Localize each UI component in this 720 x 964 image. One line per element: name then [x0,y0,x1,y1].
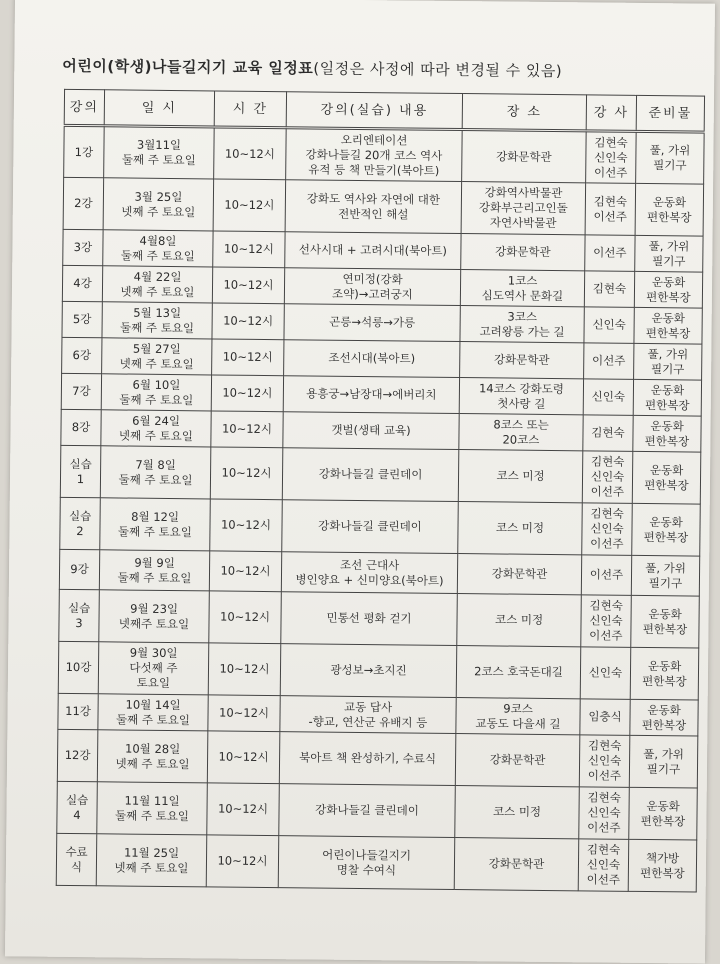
cell-lesson: 8강 [61,409,101,445]
cell-prep: 풀, 가위 필기구 [635,235,703,272]
cell-lesson: 9강 [59,549,99,589]
cell-place: 코스 미정 [458,450,583,503]
cell-content: 강화나들길 클린데이 [282,448,459,502]
cell-content: 북아트 책 완성하기, 수료식 [279,732,456,786]
cell-lesson: 4강 [62,265,102,301]
cell-prep: 책가방 편한복장 [628,839,697,892]
cell-prep: 풀, 가위 필기구 [634,343,702,380]
cell-lesson: 10강 [58,641,99,693]
header-teacher: 강 사 [586,95,636,132]
table-row [63,177,704,236]
cell-prep: 운동화 편한복장 [632,451,701,504]
cell-time: 10~12시 [209,551,281,592]
cell-time: 10~12시 [209,591,282,644]
cell-teacher: 김현숙 [584,271,634,308]
cell-lesson: 5강 [62,301,102,337]
cell-content: 민통선 평화 걷기 [281,592,458,646]
cell-content: 오리엔테이션 강화나들길 20개 코스 역사 유적 등 책 만들기(북아트) [286,128,463,182]
cell-date: 10월 28일 넷째 주 토요일 [97,730,208,783]
schedule-table [56,89,705,893]
cell-date: 9월 9일 둘째 주 토요일 [99,550,209,591]
cell-date: 8월 12일 둘째 주 토요일 [100,498,211,551]
cell-place: 1코스 심도역사 문화길 [460,270,584,307]
cell-date: 3월 25일 넷째 주 토요일 [103,178,214,231]
cell-content: 강화나들길 클린데이 [282,500,459,554]
table-row [59,549,699,596]
table-row [64,125,705,184]
cell-place: 강화문학관 [457,554,581,595]
cell-teacher: 김현숙 신인숙 이선주 [578,839,629,892]
table-row [57,729,698,788]
cell-date: 9월 23일 넷째주 토요일 [99,590,210,643]
cell-place: 강화문학관 [454,838,579,891]
cell-teacher: 김현숙 신인숙 이선주 [582,503,633,556]
cell-date: 10월 14일 둘째 주 토요일 [98,694,208,731]
cell-date: 6월 24일 넷째 주 토요일 [101,410,211,447]
cell-lesson: 6강 [62,337,102,373]
cell-prep: 풀, 가위 필기구 [636,131,705,184]
cell-time: 10~12시 [213,179,286,232]
cell-prep: 운동화 편한복장 [633,379,701,416]
cell-content: 강화도 역사와 자연에 대한 전반적인 해설 [285,180,462,234]
cell-place: 강화문학관 [461,234,585,271]
document-title [62,55,562,81]
cell-lesson: 7강 [61,373,101,409]
header-content: 강의(실습) 내용 [286,92,462,130]
cell-date: 4월8일 둘째 주 토요일 [103,230,213,267]
cell-place: 3코스 고려왕릉 가는 길 [460,306,584,343]
table-row [59,589,700,648]
cell-lesson: 수료 식 [56,833,97,885]
cell-date: 4월 22일 넷째 주 토요일 [102,266,212,303]
cell-prep: 운동화 편한복장 [630,647,699,700]
cell-date: 6월 10일 둘째 주 토요일 [101,374,211,411]
cell-teacher: 김현숙 신인숙 이선주 [582,451,633,504]
cell-lesson: 실습 4 [57,781,98,833]
cell-teacher: 신인숙 [583,379,633,416]
cell-content: 선사시대 + 고려시대(북아트) [285,232,461,270]
cell-time: 10~12시 [212,303,284,340]
cell-content: 조선시대(북아트) [284,340,460,378]
cell-content: 조선 근대사 병인양요 + 신미양요(북아트) [281,552,457,594]
cell-content: 갯벌(생태 교육) [283,412,459,450]
title-main: 어린이(학생)나들길지기 교육 일정표 [62,56,314,78]
cell-place: 9코스 교동도 다을새 길 [456,698,580,735]
header-lesson: 강의 [64,89,104,125]
cell-prep: 운동화 편한복장 [635,183,704,236]
cell-lesson: 실습 2 [60,497,101,549]
header-prep: 준비물 [636,95,704,132]
document-sheet [5,0,715,964]
cell-time: 10~12시 [211,375,283,412]
cell-date: 11월 25일 넷째 주 토요일 [96,834,207,887]
cell-place: 14코스 강화도령 첫사랑 길 [459,378,583,415]
cell-place: 코스 미정 [457,594,582,647]
cell-place: 강화문학관 [462,130,587,183]
cell-time: 10~12시 [210,447,283,500]
table-row [60,445,701,504]
cell-time: 10~12시 [206,835,279,888]
cell-content: 광성보→초지진 [280,644,457,698]
header-date: 일 시 [104,90,214,127]
cell-date: 9월 30일 다섯째 주 토요일 [98,642,209,695]
table-row [60,497,701,556]
cell-place: 코스 미정 [458,502,583,555]
cell-teacher: 김현숙 신인숙 이선주 [579,787,630,840]
cell-time: 10~12시 [207,731,280,784]
cell-lesson: 3강 [63,229,103,265]
cell-place: 강화역사박물관 강화부근리고인돌 자연사박물관 [461,182,586,235]
table-row [57,781,698,840]
cell-prep: 운동화 편한복장 [629,787,698,840]
cell-content: 교동 답사 -향교, 연산군 유배지 등 [280,696,456,734]
cell-date: 7월 8일 둘째 주 토요일 [100,446,211,499]
cell-place: 강화문학관 [455,734,580,787]
cell-lesson: 1강 [64,125,105,177]
cell-time: 10~12시 [211,411,283,448]
cell-teacher: 이선주 [584,343,634,380]
cell-place: 강화문학관 [460,342,584,379]
cell-prep: 운동화 편한복장 [630,699,698,736]
cell-teacher: 신인숙 [580,647,631,700]
cell-date: 3월11일 둘째 주 토요일 [104,126,215,179]
cell-prep: 풀, 가위 필기구 [631,555,699,596]
cell-prep: 운동화 편한복장 [632,503,701,556]
cell-teacher: 임충식 [580,699,630,736]
cell-content: 곤릉→석릉→가릉 [284,304,460,342]
schedule-body [56,125,704,892]
cell-lesson: 11강 [58,693,98,729]
cell-teacher: 이선주 [581,555,631,596]
cell-time: 10~12시 [208,695,280,732]
title-note: (일정은 사정에 따라 변경될 수 있음) [313,59,563,81]
cell-prep: 운동화 편한복장 [631,595,700,648]
cell-lesson: 실습 1 [60,445,101,497]
cell-time: 10~12시 [212,339,284,376]
cell-time: 10~12시 [213,231,285,268]
header-time: 시 간 [214,91,286,128]
cell-lesson: 12강 [57,729,98,781]
cell-teacher: 김현숙 신인숙 이선주 [586,131,637,184]
cell-prep: 운동화 편한복장 [634,307,702,344]
cell-content: 연미정(강화 조약)→고려궁지 [284,268,460,306]
cell-place: 2코스 호국돈대길 [456,646,581,699]
cell-teacher: 김현숙 신인숙 이선주 [581,595,632,648]
cell-content: 어린이나들길지기 명찰 수여식 [278,836,455,890]
cell-teacher: 김현숙 이선주 [585,183,636,236]
cell-content: 강화나들길 클린데이 [279,784,456,838]
cell-prep: 풀, 가위 필기구 [629,735,698,788]
cell-teacher: 신인숙 [584,307,634,344]
cell-place: 코스 미정 [455,786,580,839]
cell-content: 용흥궁→남장대→에버리치 [283,376,459,414]
cell-lesson: 실습 3 [59,589,100,641]
table-row [58,641,699,700]
cell-time: 10~12시 [212,267,284,304]
cell-prep: 운동화 편한복장 [633,415,701,452]
cell-teacher: 김현숙 [583,415,633,452]
cell-date: 5월 27일 넷째 주 토요일 [102,338,212,375]
cell-teacher: 김현숙 신인숙 이선주 [579,735,630,788]
cell-lesson: 2강 [63,177,104,229]
cell-place: 8코스 또는 20코스 [459,414,583,451]
table-row [56,833,697,892]
cell-time: 10~12시 [208,643,281,696]
cell-time: 10~12시 [210,499,283,552]
cell-date: 11월 11일 둘째 주 토요일 [97,782,208,835]
cell-time: 10~12시 [207,783,280,836]
cell-time: 10~12시 [214,127,287,180]
cell-prep: 운동화 편한복장 [634,271,702,308]
header-place: 장 소 [462,94,586,131]
cell-date: 5월 13일 둘째 주 토요일 [102,302,212,339]
cell-teacher: 이선주 [585,235,635,272]
